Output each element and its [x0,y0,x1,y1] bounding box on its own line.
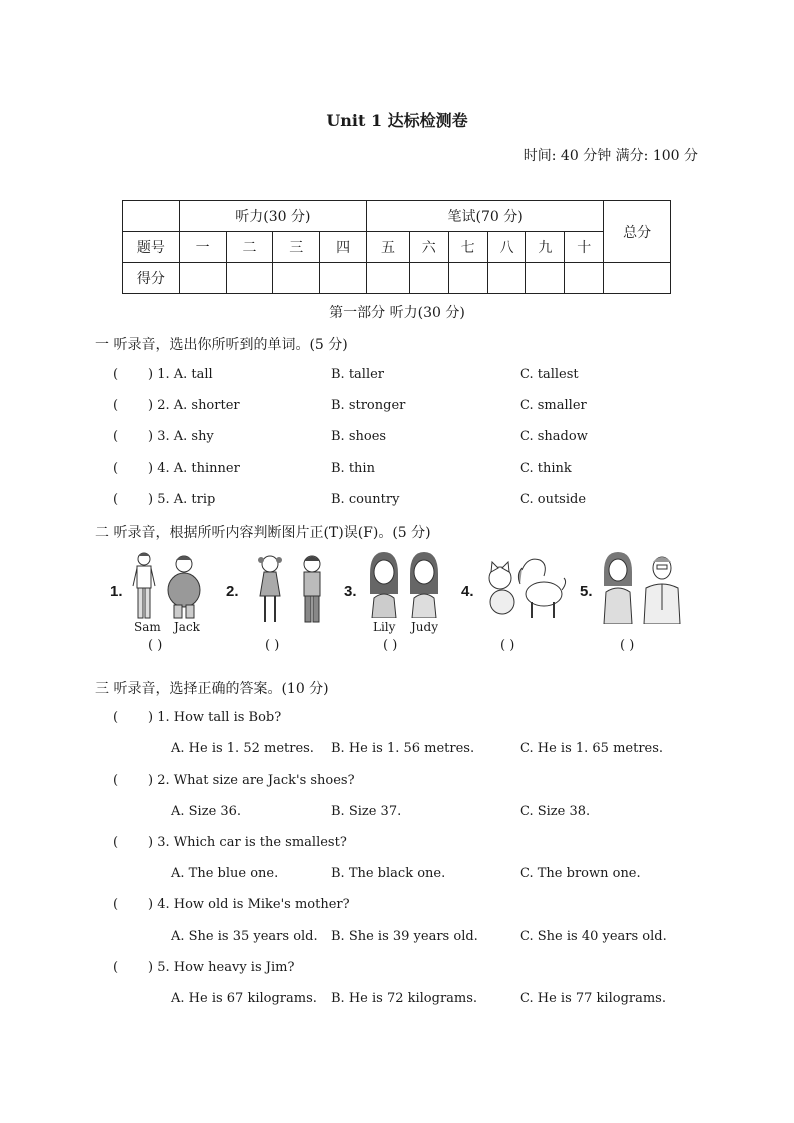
answer-paren[interactable]: ( [113,461,119,476]
option-a: A. She is 35 years old. [171,929,318,944]
picture-label: 2. [226,583,239,600]
option-a: A. He is 1. 52 metres. [171,741,314,756]
option-b: B. The black one. [331,866,446,881]
question-text: ) 5. How heavy is Jim? [148,960,295,975]
option-b: B. thin [331,461,375,476]
answer-blank[interactable]: ( ) [383,638,398,653]
section-three-heading: 三 听录音，选择正确的答案。(10 分) [95,681,329,697]
girls-lily-judy-illustration [364,550,444,618]
option-c: C. shadow [520,429,588,444]
question-number: 三 [273,232,320,263]
option-b: B. stronger [331,398,406,413]
answer-paren[interactable]: ( [113,429,119,444]
option-c: C. He is 1. 65 metres. [520,741,664,756]
option-a: A. The blue one. [171,866,279,881]
option-b: B. taller [331,367,385,382]
question-number: 一 [179,232,226,263]
option-a: ) 4. A. thinner [148,461,240,476]
question-number: 二 [226,232,273,263]
option-c: C. He is 77 kilograms. [520,991,666,1006]
question-number: 四 [320,232,367,263]
answer-blank[interactable]: ( ) [500,638,515,653]
question-text: ) 2. What size are Jack's shoes? [148,773,355,788]
picture-label: 1. [110,583,123,600]
answer-blank[interactable]: ( ) [620,638,635,653]
option-c: C. tallest [520,367,579,382]
option-c: C. think [520,461,572,476]
picture-caption-jack: Jack [174,620,200,634]
option-a: ) 5. A. trip [148,492,216,507]
part-one-title: 第一部分 听力(30 分) [329,305,465,321]
score-table [122,200,671,294]
answer-blank[interactable]: ( ) [148,638,163,653]
page-title: Unit 1 达标检测卷 [326,111,468,130]
answer-paren[interactable]: ( [113,398,119,413]
score-cell[interactable] [226,263,273,294]
option-a: A. He is 67 kilograms. [171,991,317,1006]
question-number: 六 [409,232,448,263]
option-a: ) 2. A. shorter [148,398,240,413]
section-one-heading: 一 听录音，选出你所听到的单词。(5 分) [95,337,348,353]
question-number: 十 [565,232,604,263]
total-score-cell[interactable] [604,263,671,294]
question-text: ) 1. How tall is Bob? [148,710,282,725]
picture-caption-sam: Sam [134,620,161,634]
cat-dog-illustration [482,550,568,622]
question-text: ) 4. How old is Mike's mother? [148,897,350,912]
score-cell[interactable] [487,263,526,294]
score-cell[interactable] [320,263,367,294]
option-c: C. outside [520,492,587,507]
row-label-score: 得分 [123,263,180,294]
option-c: C. She is 40 years old. [520,929,667,944]
writing-header: 笔试(70 分) [367,201,604,232]
option-a: ) 3. A. shy [148,429,214,444]
total-header: 总分 [604,201,671,263]
score-cell[interactable] [367,263,410,294]
answer-paren[interactable]: ( [113,960,119,975]
answer-blank[interactable]: ( ) [265,638,280,653]
answer-paren[interactable]: ( [113,367,119,382]
question-number: 七 [448,232,487,263]
option-b: B. shoes [331,429,387,444]
score-cell[interactable] [409,263,448,294]
score-cell[interactable] [448,263,487,294]
question-number: 九 [526,232,565,263]
picture-label: 5. [580,583,593,600]
answer-paren[interactable]: ( [113,835,119,850]
score-cell[interactable] [179,263,226,294]
row-label-question-number: 题号 [123,232,180,263]
question-text: ) 3. Which car is the smallest? [148,835,347,850]
option-b: B. Size 37. [331,804,402,819]
boys-sam-jack-illustration [128,550,208,622]
picture-label: 4. [461,583,474,600]
option-b: B. He is 72 kilograms. [331,991,478,1006]
answer-paren[interactable]: ( [113,710,119,725]
answer-paren[interactable]: ( [113,773,119,788]
picture-label: 3. [344,583,357,600]
option-b: B. country [331,492,400,507]
option-c: C. smaller [520,398,587,413]
option-c: C. Size 38. [520,804,591,819]
exam-meta: 时间: 40 分钟 满分: 100 分 [523,148,698,164]
listening-header: 听力(30 分) [179,201,366,232]
question-number: 五 [367,232,410,263]
option-a: ) 1. A. tall [148,367,213,382]
section-two-heading: 二 听录音，根据所听内容判断图片正(T)误(F)。(5 分) [95,525,431,541]
answer-paren[interactable]: ( [113,897,119,912]
option-b: B. She is 39 years old. [331,929,478,944]
score-cell[interactable] [526,263,565,294]
score-cell[interactable] [565,263,604,294]
question-number: 八 [487,232,526,263]
answer-paren[interactable]: ( [113,492,119,507]
option-c: C. The brown one. [520,866,641,881]
score-cell[interactable] [273,263,320,294]
option-a: A. Size 36. [171,804,242,819]
picture-caption-judy: Judy [411,620,438,634]
score-table-corner [123,201,180,232]
picture-caption-lily: Lily [373,620,396,634]
woman-man-illustration [600,550,686,624]
boy-girl-illustration [250,550,330,630]
option-b: B. He is 1. 56 metres. [331,741,475,756]
